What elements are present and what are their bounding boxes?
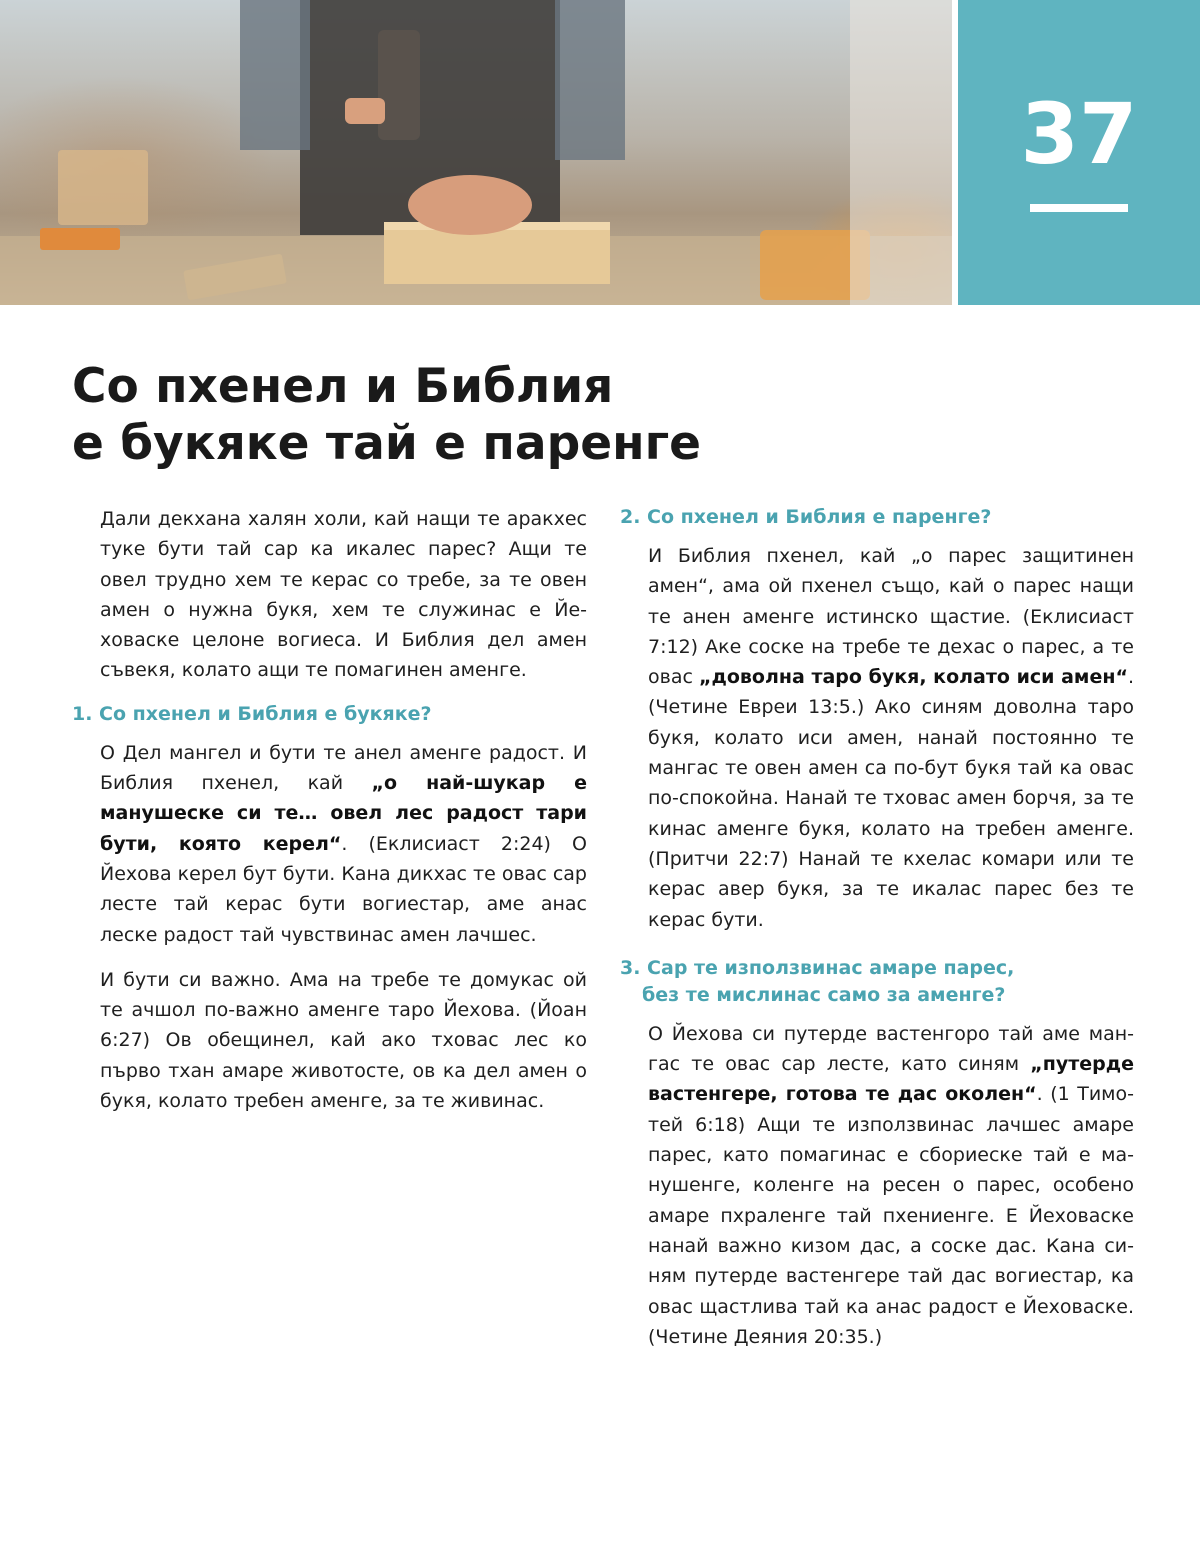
- section-1-question-text: 1. Со пхенел и Библия е букяке?: [72, 702, 432, 725]
- section-2-question: [620, 504, 1134, 531]
- section-3-question-line-1: 3. Сар те използвинас амаре парес,: [620, 956, 1015, 979]
- carpenter-photo-illustration: [0, 0, 952, 305]
- section-3-question: [620, 955, 1134, 1009]
- section-1-p1-text-after: . (Еклисиаст 2:24) О Йехова керел бут бути. Кана дикхас те овас сар лесте тай керас бути вогиестар, аме анас леске радост тай чувствинас амен лачшес.: [100, 832, 587, 946]
- right-column: [620, 504, 1134, 1367]
- left-column: [72, 504, 587, 1131]
- section-2-p1-text-after: . (Четине Евреи 13:5.) Ако синям доволна таро букя, колато иси амен, нанай постоянно те мангас те овен амен са по-бут букя тай ка овас по-спокойна. Нанай те тховас амен борчя, за те кинас аменге букя, колато на требен аменге. (Притчи 22:7) Нанай те кхелас комари или те керас авер букя, за те икалас парес без те керас бути.: [648, 666, 1134, 931]
- chapter-number-tab: [958, 0, 1200, 305]
- page-title: [72, 358, 1072, 472]
- section-3-p1-text-after: . (1 Тимотей 6:18) Ащи те използвинас лачшес амаре парес, като помагинас е сбориеске тай е манушенге, коленге на ресен о парес, особено амаре пхраленге тай пхениенге. Е Йеховаске нанай важно кизом дас, а соске дас. Кана синям путерде вастенгере тай дас вогиестар, ка овас щастлива тай ка анас радост е Йеховаске. (Четине Деяния 20:35.): [648, 1083, 1134, 1348]
- section-2-paragraph-1: [620, 541, 1134, 935]
- section-1-question: [72, 701, 587, 728]
- section-2-p1-text-before: И Библия пхенел, кай „о парес защитинен амен“, ама ой пхенел също, кай о парес нащи те анен аменге истинско щастие. (Еклисиаст 7:12) Аке соске на требе те дехас о парес, а те овас: [648, 545, 1134, 689]
- chapter-number: 37: [1020, 85, 1138, 183]
- chapter-underline: [1030, 204, 1128, 212]
- section-3-p1-text-before: О Йехова си путерде вастенгоро тай аме мангас те овас сар лесте, като синям: [648, 1022, 1134, 1076]
- intro-paragraph: Дали декхана халян холи, кай нащи те аракхес туке бути тай сар ка икалес парес? Ащи те овел трудно хем те керас со требе, за те овен амен о нужна букя, хем те служинас е Йеховаске целоне вогиеса. И Библия дел амен съвекя, колато ащи те помагинен аменге.: [100, 508, 587, 682]
- section-1-p1-quote: „о най-шукар е манушеске си те… овел лес радост тари бути, която керел“: [100, 772, 588, 855]
- section-2-question-text: 2. Со пхенел и Библия е паренге?: [620, 506, 992, 528]
- section-1-paragraph-1: [72, 738, 587, 950]
- section-1-paragraph-2: И бути си важно. Ама на требе те домукас ой те ачшол по-важно аменге таро Йехова. (Йоан 6:27) Ов обещинел, кай ако тховас лес ко първо тхан амаре животосте, ов ка дел амен о букя, колато требен аменге, за те живинас.: [100, 968, 587, 1113]
- section-2-p1-quote: „доволна таро букя, колато иси амен“: [698, 666, 1128, 689]
- section-1-p1-text-before: О Дел мангел и бути те анел аменге радост. И Библия пхенел, кай: [100, 741, 587, 795]
- page-title-line-1: Со пхенел и Библия: [72, 359, 614, 414]
- header-banner: [0, 0, 1200, 305]
- page-title-line-2: е букяке тай е паренге: [72, 416, 702, 471]
- section-3-paragraph-1: [620, 1019, 1134, 1352]
- carpenter-photo: [0, 0, 952, 305]
- section-3-p1-quote: „путерде вастенгере, готова те дас околен“: [648, 1053, 1134, 1106]
- section-3-question-line-2: без те мислинас само за аменге?: [642, 983, 1006, 1006]
